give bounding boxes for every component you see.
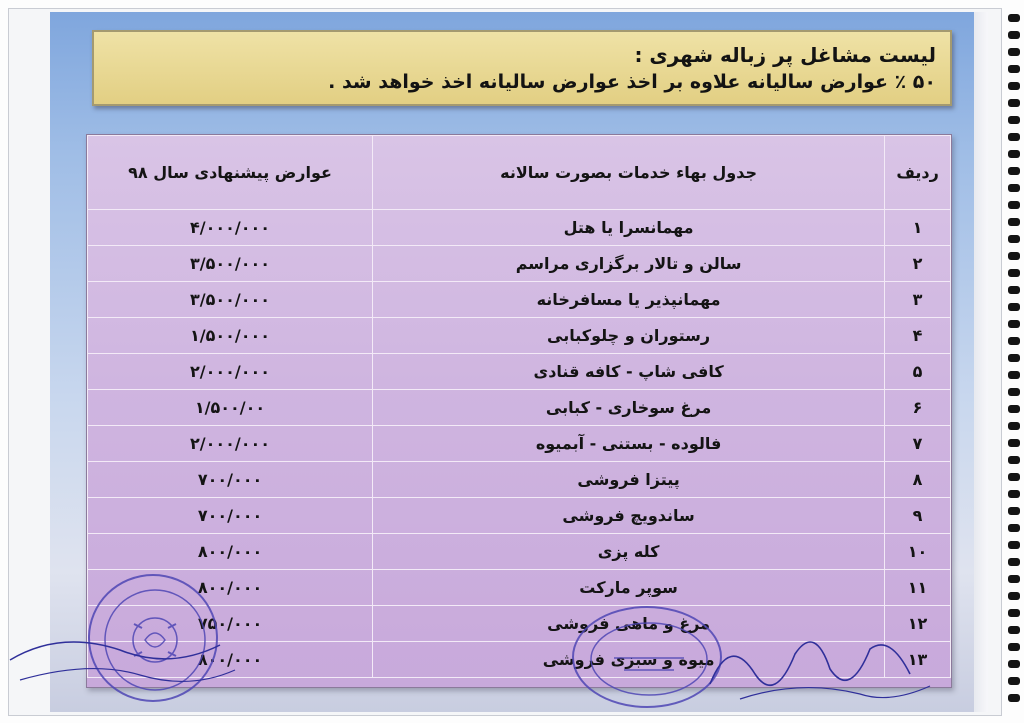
- binding-hole: [1008, 99, 1020, 107]
- row-index: ۴: [885, 318, 951, 354]
- binding-hole: [1008, 116, 1020, 124]
- row-fee: ۸۰۰/۰۰۰: [88, 642, 373, 678]
- row-service: میوه و سبزی فروشی: [373, 642, 885, 678]
- binding-hole: [1008, 150, 1020, 158]
- row-service: مرغ و ماهی فروشی: [373, 606, 885, 642]
- binding-hole: [1008, 252, 1020, 260]
- row-fee: ۷۰۰/۰۰۰: [88, 462, 373, 498]
- binding-hole: [1008, 422, 1020, 430]
- binding-hole: [1008, 439, 1020, 447]
- binding-hole: [1008, 626, 1020, 634]
- binding-hole: [1008, 14, 1020, 22]
- row-fee: ۸۰۰/۰۰۰: [88, 534, 373, 570]
- row-fee: ۲/۰۰۰/۰۰۰: [88, 426, 373, 462]
- binding-hole: [1008, 575, 1020, 583]
- row-service: فالوده - بستنی - آبمیوه: [373, 426, 885, 462]
- table-header-row: [88, 136, 951, 210]
- binding-hole: [1008, 235, 1020, 243]
- row-index: ۱۰: [885, 534, 951, 570]
- binding-hole: [1008, 337, 1020, 345]
- table-row: [88, 282, 951, 318]
- slide-edge: [974, 12, 988, 712]
- column-header-index: ردیف: [885, 136, 951, 210]
- table-row: [88, 246, 951, 282]
- binding-hole: [1008, 31, 1020, 39]
- binding-hole: [1008, 524, 1020, 532]
- binding-hole: [1008, 388, 1020, 396]
- binding-hole: [1008, 48, 1020, 56]
- column-header-service: جدول بهاء خدمات بصورت سالانه: [373, 136, 885, 210]
- header-subtitle: ۵۰ ٪ عوارض سالیانه علاوه بر اخذ عوارض سالیانه اخذ خواهد شد .: [328, 71, 936, 93]
- row-service: کله پزی: [373, 534, 885, 570]
- row-fee: ۳/۵۰۰/۰۰۰: [88, 282, 373, 318]
- header-box: [92, 30, 952, 106]
- row-service: مرغ سوخاری - کبابی: [373, 390, 885, 426]
- table-row: [88, 462, 951, 498]
- binding-hole: [1008, 507, 1020, 515]
- row-service: مهمانپذیر یا مسافرخانه: [373, 282, 885, 318]
- row-index: ۱۱: [885, 570, 951, 606]
- binding-hole: [1008, 371, 1020, 379]
- binding-hole: [1008, 592, 1020, 600]
- row-fee: ۸۰۰/۰۰۰: [88, 570, 373, 606]
- table-row: [88, 390, 951, 426]
- row-index: ۱۲: [885, 606, 951, 642]
- table-row: [88, 210, 951, 246]
- row-fee: ۱/۵۰۰/۰۰۰: [88, 318, 373, 354]
- binding-hole: [1008, 269, 1020, 277]
- row-index: ۸: [885, 462, 951, 498]
- binding-hole: [1008, 660, 1020, 668]
- row-fee: ۳/۵۰۰/۰۰۰: [88, 246, 373, 282]
- row-index: ۹: [885, 498, 951, 534]
- row-index: ۷: [885, 426, 951, 462]
- binding-hole: [1008, 65, 1020, 73]
- row-index: ۱۳: [885, 642, 951, 678]
- binding-hole: [1008, 133, 1020, 141]
- row-service: کافی شاپ - کافه قنادی: [373, 354, 885, 390]
- row-fee: ۴/۰۰۰/۰۰۰: [88, 210, 373, 246]
- binding-hole: [1008, 218, 1020, 226]
- row-fee: ۱/۵۰۰/۰۰: [88, 390, 373, 426]
- header-title: لیست مشاغل پر زباله شهری :: [634, 43, 936, 67]
- table-row: [88, 534, 951, 570]
- binding-hole: [1008, 405, 1020, 413]
- row-service: مهمانسرا یا هتل: [373, 210, 885, 246]
- row-service: ساندویچ فروشی: [373, 498, 885, 534]
- row-index: ۶: [885, 390, 951, 426]
- column-header-fee: عوارض پیشنهادی سال ۹۸: [88, 136, 373, 210]
- binding-hole: [1008, 354, 1020, 362]
- row-service: رستوران و چلوکبابی: [373, 318, 885, 354]
- row-index: ۵: [885, 354, 951, 390]
- row-fee: ۷۰۰/۰۰۰: [88, 498, 373, 534]
- table-row: [88, 426, 951, 462]
- row-service: سالن و تالار برگزاری مراسم: [373, 246, 885, 282]
- spiral-binding: [1006, 14, 1020, 714]
- binding-hole: [1008, 694, 1020, 702]
- row-index: ۲: [885, 246, 951, 282]
- signature-right: [700, 614, 940, 714]
- binding-hole: [1008, 473, 1020, 481]
- row-fee: ۷۵۰/۰۰۰: [88, 606, 373, 642]
- binding-hole: [1008, 303, 1020, 311]
- binding-hole: [1008, 320, 1020, 328]
- table-row: [88, 354, 951, 390]
- table-row: [88, 498, 951, 534]
- binding-hole: [1008, 456, 1020, 464]
- binding-hole: [1008, 490, 1020, 498]
- binding-hole: [1008, 82, 1020, 90]
- binding-hole: [1008, 677, 1020, 685]
- binding-hole: [1008, 643, 1020, 651]
- table-row: [88, 318, 951, 354]
- binding-hole: [1008, 609, 1020, 617]
- row-fee: ۲/۰۰۰/۰۰۰: [88, 354, 373, 390]
- row-service: پیتزا فروشی: [373, 462, 885, 498]
- binding-hole: [1008, 201, 1020, 209]
- signature-left: [0, 600, 240, 720]
- binding-hole: [1008, 558, 1020, 566]
- binding-hole: [1008, 541, 1020, 549]
- row-index: ۳: [885, 282, 951, 318]
- binding-hole: [1008, 286, 1020, 294]
- binding-hole: [1008, 184, 1020, 192]
- row-index: ۱: [885, 210, 951, 246]
- row-service: سوپر مارکت: [373, 570, 885, 606]
- binding-hole: [1008, 167, 1020, 175]
